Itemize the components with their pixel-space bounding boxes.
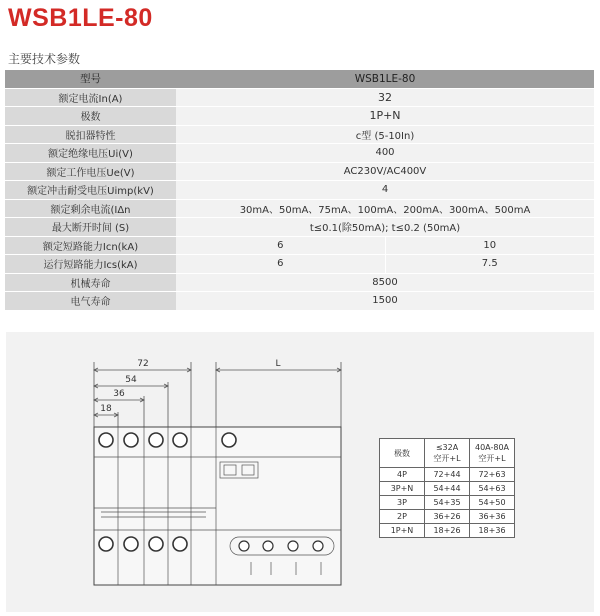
spec-row [5, 181, 594, 200]
dim-label-72: 72 [137, 359, 149, 369]
spec-row [5, 107, 594, 126]
spec-label: 额定冲击耐受电压Uimp(kV) [5, 181, 176, 200]
spec-label: 额定工作电压Ue(V) [5, 162, 176, 181]
dim-table-header [380, 439, 515, 468]
section-subtitle: 主要技术参数 [8, 52, 81, 66]
spec-row [5, 199, 594, 218]
spec-value: 30mA、50mA、75mA、100mA、200mA、300mA、500mA [176, 199, 594, 218]
dim-label-18: 18 [100, 404, 112, 414]
spec-label: 脱扣器特性 [5, 125, 176, 144]
spec-label: 电气寿命 [5, 292, 176, 311]
spec-label: 额定电流In(A) [5, 88, 176, 107]
dim-cell: 72+63 [470, 468, 515, 482]
spec-row [5, 218, 594, 237]
dim-header-80a-title: 40A-80A [474, 443, 509, 452]
spec-header-value: WSB1LE-80 [176, 70, 594, 88]
dim-cell: 2P [380, 510, 425, 524]
dim-cell: 36+26 [425, 510, 470, 524]
dim-header-80a [470, 439, 515, 468]
dim-header-32a-sub: 空开+L [433, 454, 461, 463]
spec-row [5, 255, 594, 274]
spec-value: 8500 [176, 273, 594, 292]
spec-value: c型 (5-10In) [176, 125, 594, 144]
spec-label: 运行短路能力Ics(kA) [5, 255, 176, 274]
spec-value: 32 [176, 88, 594, 107]
spec-value: 4 [176, 181, 594, 200]
dim-cell: 54+44 [425, 482, 470, 496]
spec-value-a: 6 [176, 236, 385, 255]
dim-cell: 72+44 [425, 468, 470, 482]
dim-cell: 36+36 [470, 510, 515, 524]
spec-row [5, 162, 594, 181]
spec-label: 额定剩余电流(IΔn [5, 199, 176, 218]
spec-value-a: 6 [176, 255, 385, 274]
dim-header-32a-title: ≤32A [435, 443, 459, 452]
dim-label-L: L [275, 359, 281, 369]
spec-row [5, 88, 594, 107]
spec-value-b: 10 [385, 236, 594, 255]
spec-row [5, 273, 594, 292]
dim-cell: 3P+N [380, 482, 425, 496]
dim-table-row [380, 496, 515, 510]
spec-label: 额定绝缘电压Ui(V) [5, 144, 176, 163]
dim-label-54: 54 [125, 375, 137, 385]
spec-value: AC230V/AC400V [176, 162, 594, 181]
dim-cell: 54+50 [470, 496, 515, 510]
spec-row [5, 236, 594, 255]
spec-value: 1500 [176, 292, 594, 311]
spec-value: 1P+N [176, 107, 594, 126]
spec-row [5, 125, 594, 144]
dim-header-poles: 极数 [380, 439, 425, 468]
spec-row [5, 144, 594, 163]
dim-table-row [380, 482, 515, 496]
dim-label-36: 36 [113, 389, 125, 399]
spec-value-b: 7.5 [385, 255, 594, 274]
dim-header-80a-sub: 空开+L [478, 454, 506, 463]
dim-cell: 3P [380, 496, 425, 510]
spec-row [5, 292, 594, 311]
spec-value: t≤0.1(除50mA); t≤0.2 (50mA) [176, 218, 594, 237]
spec-header-label: 型号 [5, 70, 176, 88]
spec-value: 400 [176, 144, 594, 163]
dim-cell: 4P [380, 468, 425, 482]
dim-table-row [380, 524, 515, 538]
spec-label: 机械寿命 [5, 273, 176, 292]
dim-table-row [380, 468, 515, 482]
dim-cell: 18+36 [470, 524, 515, 538]
dim-table-row [380, 510, 515, 524]
dim-cell: 54+63 [470, 482, 515, 496]
spec-table [5, 70, 594, 311]
dimension-table [379, 438, 515, 538]
dim-cell: 1P+N [380, 524, 425, 538]
spec-label: 额定短路能力Icn(kA) [5, 236, 176, 255]
spec-header-row [5, 70, 594, 88]
spec-label: 最大断开时间 (S) [5, 218, 176, 237]
spec-label: 极数 [5, 107, 176, 126]
dim-cell: 54+35 [425, 496, 470, 510]
dim-header-32a [425, 439, 470, 468]
dim-cell: 18+26 [425, 524, 470, 538]
product-title: WSB1LE-80 [8, 4, 153, 32]
